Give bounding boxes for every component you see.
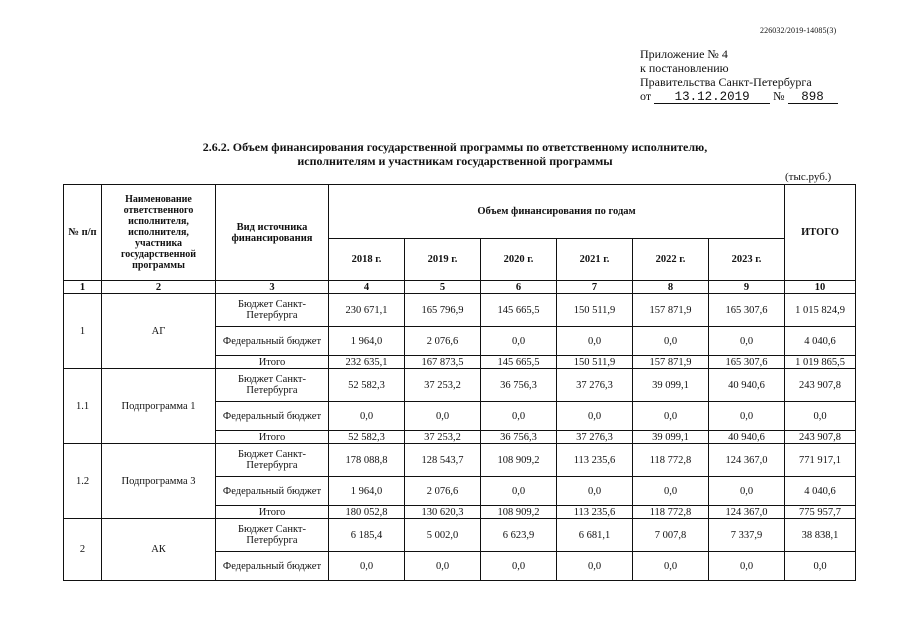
year-value: 6 185,4 [329,519,405,552]
year-value: 0,0 [633,552,709,581]
year-value: 40 940,6 [709,431,785,444]
year-value: 178 088,8 [329,444,405,477]
executor-name: Подпрограмма 1 [102,369,216,444]
column-number: 2 [102,281,216,294]
year-value: 2 076,6 [405,477,481,506]
row-number: 1 [64,294,102,369]
funding-source: Федеральный бюджет [216,477,329,506]
header-year: 2018 г. [329,239,405,281]
header-name: Наименование ответственного исполнителя, исполнителя, участника государственной программы [102,185,216,281]
year-value: 0,0 [709,402,785,431]
year-value: 0,0 [557,552,633,581]
appendix-block [640,47,870,104]
header-year: 2023 г. [709,239,785,281]
year-value: 2 076,6 [405,327,481,356]
executor-name: АГ [102,294,216,369]
year-value: 128 543,7 [405,444,481,477]
year-value: 6 681,1 [557,519,633,552]
total-value: 771 917,1 [785,444,856,477]
row-number: 1.1 [64,369,102,444]
year-value: 37 276,3 [557,369,633,402]
table-row [64,444,856,477]
appendix-date-line [640,89,870,104]
from-label: от [640,89,652,103]
column-number: 8 [633,281,709,294]
funding-source: Бюджет Санкт-Петербурга [216,294,329,327]
table-body [64,294,856,581]
total-value: 0,0 [785,402,856,431]
decree-date: 13.12.2019 [654,92,770,104]
section-title-line1: 2.6.2. Объем финансирования государственной программы по ответственному исполнителю, [202,140,708,154]
year-value: 0,0 [329,552,405,581]
funding-source: Бюджет Санкт-Петербурга [216,444,329,477]
total-value: 0,0 [785,552,856,581]
total-value: 38 838,1 [785,519,856,552]
financing-table [63,184,856,581]
header-year: 2019 г. [405,239,481,281]
header-year: 2020 г. [481,239,557,281]
year-value: 39 099,1 [633,369,709,402]
year-value: 0,0 [557,402,633,431]
header-total: ИТОГО [785,185,856,281]
year-value: 0,0 [633,327,709,356]
table-row [64,294,856,327]
funding-source: Итого [216,506,329,519]
year-value: 37 253,2 [405,369,481,402]
year-value: 108 909,2 [481,444,557,477]
header-year: 2021 г. [557,239,633,281]
year-value: 7 337,9 [709,519,785,552]
year-value: 0,0 [633,402,709,431]
year-value: 37 276,3 [557,431,633,444]
year-value: 1 964,0 [329,327,405,356]
year-value: 130 620,3 [405,506,481,519]
number-label: № [773,89,785,103]
table-row [64,369,856,402]
funding-source: Федеральный бюджет [216,327,329,356]
header-num: № п/п [64,185,102,281]
units-label: (тыс.руб.) [785,171,832,183]
column-number: 4 [329,281,405,294]
column-number: 1 [64,281,102,294]
year-value: 0,0 [709,552,785,581]
funding-source: Федеральный бюджет [216,552,329,581]
section-title [130,140,780,168]
year-value: 52 582,3 [329,431,405,444]
year-value: 150 511,9 [557,356,633,369]
column-number: 5 [405,281,481,294]
year-value: 108 909,2 [481,506,557,519]
column-number: 7 [557,281,633,294]
row-number: 2 [64,519,102,581]
column-numbers-row [64,281,856,294]
header-volume: Объем финансирования по годам [329,185,785,239]
appendix-title: Приложение № 4 [640,47,728,61]
document-id: 226032/2019-14085(3) [760,26,837,35]
total-value: 243 907,8 [785,431,856,444]
total-value: 1 015 824,9 [785,294,856,327]
year-value: 157 871,9 [633,294,709,327]
year-value: 232 635,1 [329,356,405,369]
column-number: 6 [481,281,557,294]
year-value: 6 623,9 [481,519,557,552]
year-value: 40 940,6 [709,369,785,402]
year-value: 7 007,8 [633,519,709,552]
funding-source: Итого [216,356,329,369]
appendix-authority: Правительства Санкт-Петербурга [640,75,812,89]
total-value: 1 019 865,5 [785,356,856,369]
year-value: 124 367,0 [709,444,785,477]
funding-source: Федеральный бюджет [216,402,329,431]
year-value: 0,0 [481,402,557,431]
total-value: 4 040,6 [785,327,856,356]
year-value: 36 756,3 [481,369,557,402]
year-value: 165 796,9 [405,294,481,327]
executor-name: Подпрограмма 3 [102,444,216,519]
year-value: 230 671,1 [329,294,405,327]
year-value: 145 665,5 [481,356,557,369]
year-value: 37 253,2 [405,431,481,444]
year-value: 0,0 [405,402,481,431]
column-number: 10 [785,281,856,294]
executor-name: АК [102,519,216,581]
year-value: 0,0 [709,327,785,356]
year-value: 0,0 [405,552,481,581]
year-value: 124 367,0 [709,506,785,519]
year-value: 113 235,6 [557,444,633,477]
year-value: 118 772,8 [633,506,709,519]
year-value: 113 235,6 [557,506,633,519]
year-value: 0,0 [481,552,557,581]
year-value: 1 964,0 [329,477,405,506]
total-value: 775 957,7 [785,506,856,519]
year-value: 39 099,1 [633,431,709,444]
year-value: 165 307,6 [709,294,785,327]
year-value: 52 582,3 [329,369,405,402]
year-value: 180 052,8 [329,506,405,519]
year-value: 150 511,9 [557,294,633,327]
header-source: Вид источника финансирования [216,185,329,281]
decree-number: 898 [788,92,838,104]
year-value: 145 665,5 [481,294,557,327]
funding-source: Бюджет Санкт-Петербурга [216,369,329,402]
year-value: 0,0 [481,477,557,506]
funding-source: Бюджет Санкт-Петербурга [216,519,329,552]
appendix-ref: к постановлению [640,61,729,75]
header-year: 2022 г. [633,239,709,281]
year-value: 0,0 [329,402,405,431]
year-value: 0,0 [709,477,785,506]
column-number: 3 [216,281,329,294]
funding-source: Итого [216,431,329,444]
year-value: 118 772,8 [633,444,709,477]
year-value: 167 873,5 [405,356,481,369]
year-value: 36 756,3 [481,431,557,444]
year-value: 0,0 [481,327,557,356]
total-value: 4 040,6 [785,477,856,506]
section-title-line2: исполнителям и участникам государственной программы [297,154,613,168]
row-number: 1.2 [64,444,102,519]
year-value: 0,0 [557,327,633,356]
table-row [64,519,856,552]
year-value: 157 871,9 [633,356,709,369]
year-value: 165 307,6 [709,356,785,369]
year-value: 5 002,0 [405,519,481,552]
total-value: 243 907,8 [785,369,856,402]
year-value: 0,0 [557,477,633,506]
year-value: 0,0 [633,477,709,506]
column-number: 9 [709,281,785,294]
